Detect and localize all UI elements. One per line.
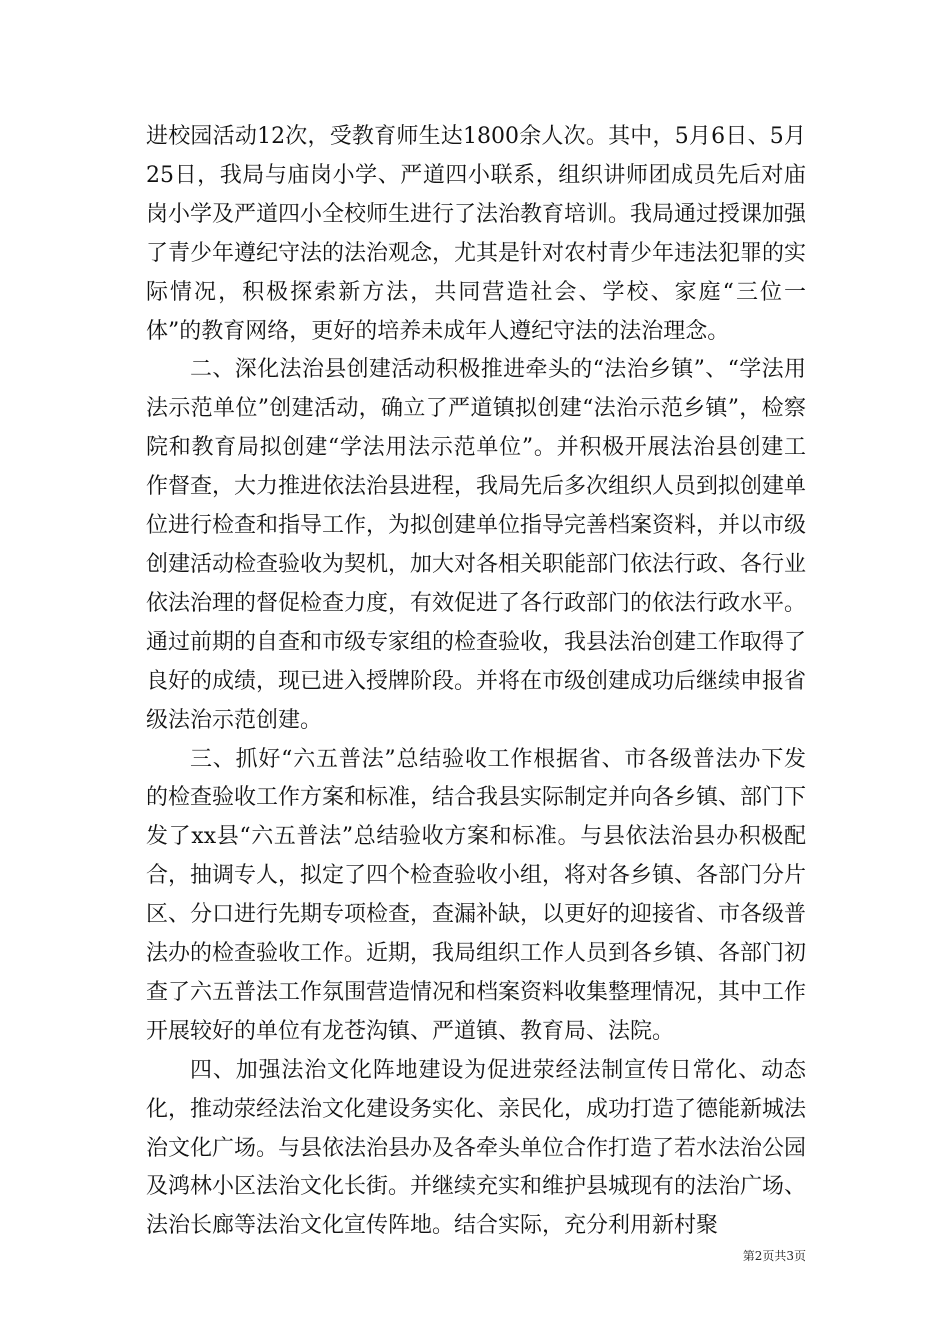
page-number-footer: 第2页共3页 xyxy=(742,1249,806,1263)
document-body xyxy=(146,118,806,1246)
paragraph-section-two: 二、深化法治县创建活动积极推进牵头的“法治乡镇”、“学法用法示范单位”创建活动，确立了严道镇拟创建“法治示范乡镇”，检察院和教育局拟创建“学法用法示范单位”。并积极开展法治县创建工作督查，大力推进依法治县进程，我局先后多次组织人员到拟创建单位进行检查和指导工作，为拟创建单位指导完善档案资料，并以市级创建活动检查验收为契机，加大对各相关职能部门依法行政、各行业依法治理的督促检查力度，有效促进了各行政部门的依法行政水平。通过前期的自查和市级专家组的检查验收，我县法治创建工作取得了良好的成绩，现已进入授牌阶段。并将在市级创建成功后继续申报省级法治示范创建。 xyxy=(146,357,807,733)
paragraph-section-four: 四、加强法治文化阵地建设为促进荥经法制宣传日常化、动态化，推动荥经法治文化建设务实化、亲民化，成功打造了德能新城法治文化广场。与县依法治县办及各牵头单位合作打造了若水法治公园及鸿林小区法治文化长街。并继续充实和维护县城现有的法治广场、法治长廊等法治文化宣传阵地。结合实际，充分利用新村聚 xyxy=(146,1057,807,1239)
paragraph-section-three: 三、抓好“六五普法”总结验收工作根据省、市各级普法办下发的检查验收工作方案和标准，结合我县实际制定并向各乡镇、部门下发了xx县“六五普法”总结验收方案和标准。与县依法治县办积极配合，抽调专人，拟定了四个检查验收小组，将对各乡镇、各部门分片区、分口进行先期专项检查，查漏补缺，以更好的迎接省、市各级普法办的检查验收工作。近期，我局组织工作人员到各乡镇、各部门初查了六五普法工作氛围营造情况和档案资料收集整理情况，其中工作开展较好的单位有龙苍沟镇、严道镇、教育局、法院。 xyxy=(146,746,807,1044)
paragraph-continuation: 进校园活动12次，受教育师生达1800余人次。其中，5月6日、5月25日，我局与庙岗小学、严道四小联系，组织讲师团成员先后对庙岗小学及严道四小全校师生进行了法治教育培训。我局通过授课加强了青少年遵纪守法的法治观念，尤其是针对农村青少年违法犯罪的实际情况，积极探索新方法，共同营造社会、学校、家庭“三位一体”的教育网络，更好的培养未成年人遵纪守法的法治理念。 xyxy=(146,124,807,344)
